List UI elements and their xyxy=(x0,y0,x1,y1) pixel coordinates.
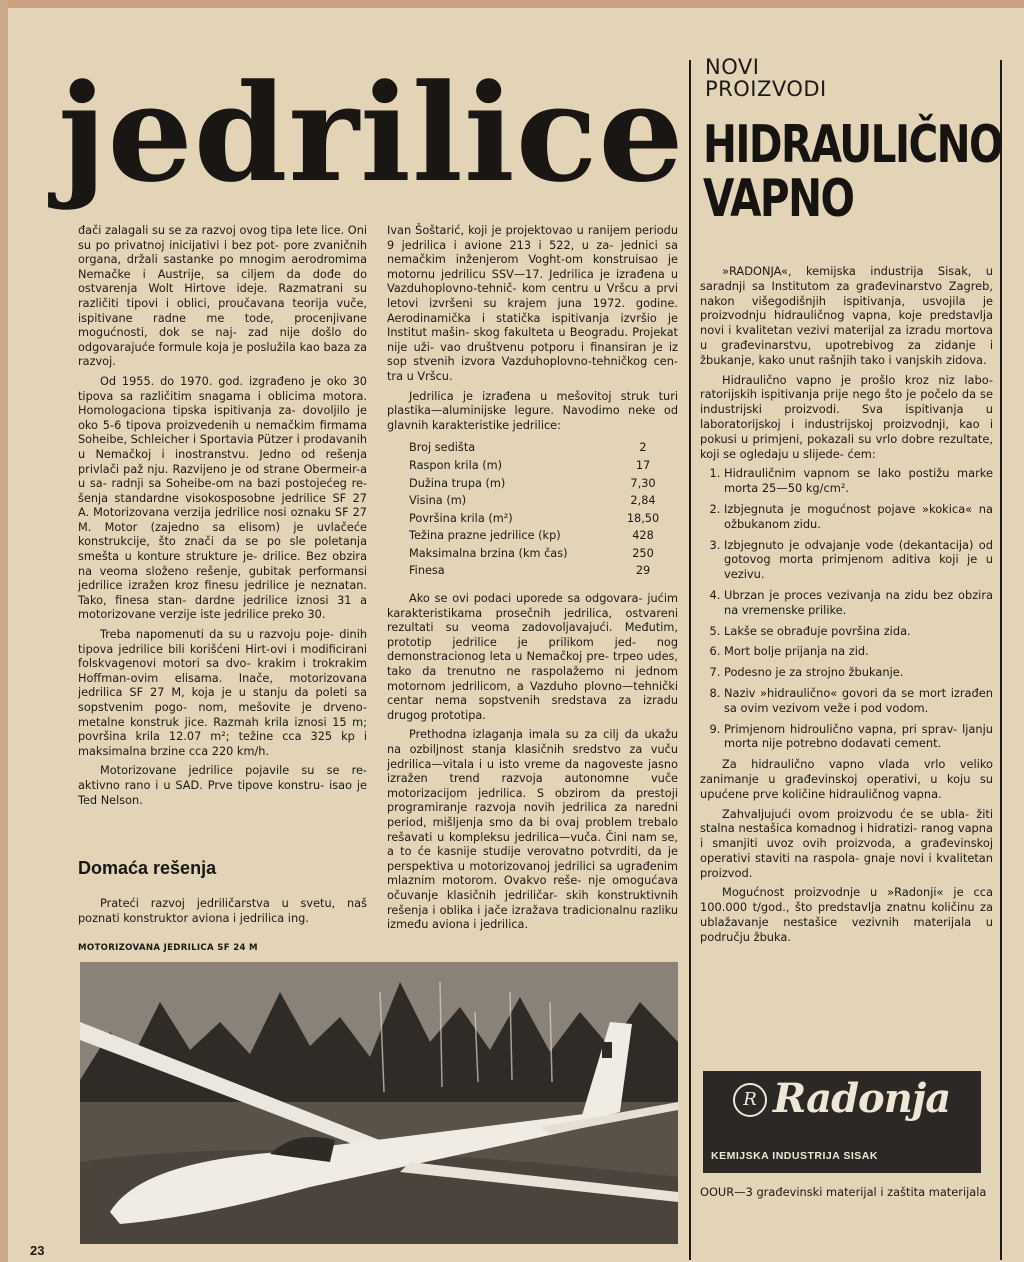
spec-row xyxy=(387,477,678,495)
list-item: 6. Mort bolje prijanja na zid. xyxy=(724,644,993,659)
paragraph: Ivan Šoštarić, koji je projektovao u ranijem periodu 9 jedrilica i avione 213 i 522, u za- jednici sa nemačkim inženjerom Voght-om konstruisao je motornu jedrilicu SSV—17. Jedrilica je izrađena u Vazduhoplovno-tehnič- kom centru u Vršcu a prvi letovi izvršeni su krajem juna 1972. godine. Aerodinamička i statička ispitivanja izvršio je Institut mašin- skog fakulteta u Beogradu. Projekat nije uži- vao društvenu potporu i finansiran je iz sop stvenih izvora Vazduhoplovno-tehničkog cen- tra u Vršcu. xyxy=(387,224,678,383)
column-divider xyxy=(689,60,691,1260)
list-item: 2. Izbjegnuta je mogućnost pojave »kokica« na ožbukanom zidu. xyxy=(724,502,993,532)
glider-photo xyxy=(80,962,678,1244)
spec-row xyxy=(387,512,678,530)
article-column-2 xyxy=(387,224,678,938)
paragraph: Hidraulično vapno je prošlo kroz niz labo- ratorijskih ispitivanja prije nego što je počelo da se industrijski proizvodi. Sva ispitivanja u laboratorijskoj i industrijskoj proizvodnji, kao i pokusi u primjeni, pokazali su vrlo dobre rezultate, koji se ogledaju u slijede- ćem: xyxy=(700,372,993,461)
paragraph: Motorizovane jedrilice pojavile su se re- aktivno rano i u SAD. Prve tipove konstru- isao je Ted Nelson. xyxy=(78,764,367,807)
list-item: 5. Lakše se obrađuje površina zida. xyxy=(724,624,993,639)
article-column-1 xyxy=(78,224,367,813)
page-number: 23 xyxy=(30,1243,45,1258)
paragraph: đači zalagali su se za razvoj ovog tipa lete lice. Oni su po privatnoj inicijativi i bez pot- pore zvaničnih organa, držali sastanke po mnogim aerodromima Nemačke i Austrije, sa ciljem da dođe do ostvarenja Wolt Hirtove ideje. Razmatrani su različiti tipovi i oblici, proučavana teorija vuče, ispitivane radne me tode, procenjivane mogućnosti, dok se naj- zad nije došlo do odgovarajuće formule koja je poslužila kao baza za razvoj. xyxy=(78,224,367,369)
paragraph: Prateći razvoj jedriličarstva u svetu, naš poznati konstruktor aviona i jedrilica ing. xyxy=(78,897,367,925)
section-subhead: Domaća rešenja xyxy=(78,858,217,878)
paragraph: Jedrilica je izrađena u mešovitoj struk turi plastika—aluminijske legure. Navodimo neke od glavnih karakteristike jedrilice: xyxy=(387,389,678,432)
spec-label: Visina (m) xyxy=(409,494,467,508)
list-item: 3. Izbjegnuto je odvajanje vode (dekantacija) od gotovog morta primjenom aditiva koji je u vezivu. xyxy=(724,538,993,582)
kicker-line: NOVI xyxy=(705,55,760,79)
logo-subtitle: KEMIJSKA INDUSTRIJA SISAK xyxy=(711,1150,878,1162)
spec-value: 17 xyxy=(635,458,651,472)
article-column-1-continued xyxy=(78,897,367,931)
spec-row xyxy=(387,441,678,459)
headline-line: HIDRAULIČNO xyxy=(703,115,1002,175)
article-headline: jedrilice xyxy=(58,54,685,212)
paragraph: Treba napomenuti da su u razvoju poje- dinih tipova jedrilice bili korišćeni Hirt-ovi i modificirani folskvagenovi motori sa dvo- krakim i trokrakim Hoffman-ovim elisama. Inače, motorizovana jedrilica SF 27 M, koja je u stanju da poleti sa sopstvenim pogo- nom, mešovite je drveno-metalne konstruk jice. Razmah krila iznosi 15 m; površina krila 12.07 m²; težine cca 325 kp i maksimalna brzine cca 220 km/h. xyxy=(78,628,367,758)
top-edge xyxy=(0,0,1024,8)
kicker-line: PROIZVODI xyxy=(705,77,827,101)
spec-row xyxy=(387,529,678,547)
spec-label: Broj sedišta xyxy=(409,441,476,455)
spec-row xyxy=(387,459,678,477)
spec-row xyxy=(387,564,678,582)
sidebar-kicker xyxy=(705,56,827,100)
paragraph: Prethodna izlaganja imala su za cilj da ukažu na ozbiljnost stanja klasičnih sredstvo za vuču jedrilica—vitala i u isto vreme da nagoveste jasno izražen trend razvoja autonomne vuče motorizacijom jedrilica. S obzirom da prestoji programiranje razvoja novih jedrilica za naredni period, mišljenja smo da bi ovaj problem trebalo rešavati u kompleksu jedrilica—vuča. Čini nam se, a to će kasnije studije verovatno potvrditi, da je perspektiva u motorizovanoj jedrilici sa ugrađenim mlaznim motorom. Ovakvo reše- nje omogućava očuvanje klasičnih jedriličar- skih konstruktivnih rešenja i oblika i jače izražava tradicionalnu razliku između aviona i jedrilica. xyxy=(387,728,678,932)
registered-mark-icon: R xyxy=(733,1083,767,1117)
sidebar-right-rule xyxy=(1000,60,1002,1260)
list-item: 1. Hidrauličnim vapnom se lako postižu marke morta 25—50 kg/cm². xyxy=(724,466,993,496)
spec-value: 18,50 xyxy=(626,511,660,525)
spec-label: Maksimalna brzina (km čas) xyxy=(409,546,568,560)
paragraph: Ako se ovi podaci uporede sa odgovara- jućim karakteristikama prosečnih jedrilica, ostvareni rezultati su veoma zadovoljavajući. Međutim, prototip jedrilice je prilikom jed- nog demonstracionog leta u Nemačkoj pre- trpeo udes, tako da trenutno ne raspolažemo ni jednom motornom jedrilicom, a Vazduho plovno—tehnički centar nema sopstvenih sredstava za izradu drugog prototipa. xyxy=(387,592,678,722)
spec-label: Raspon krila (m) xyxy=(409,458,503,472)
paragraph: Za hidraulično vapno vlada vrlo veliko zanimanje u građevinskoj operativi, u koju su upućene prve količine hidrauličnog vapna. xyxy=(700,757,993,801)
benefits-list xyxy=(700,466,993,751)
spec-value: 428 xyxy=(632,529,654,543)
sidebar-column xyxy=(700,264,993,950)
spec-label: Dužina trupa (m) xyxy=(409,476,506,490)
glider-specs-table xyxy=(387,441,678,582)
paragraph: »RADONJA«, kemijska industrija Sisak, u saradnji sa Institutom za građevinarstvo Zagreb, nakon višegodišnjih ispitivanja, usvojila je proizvodnju hidrauličnog vapna, koje predstavlja novi i kvalitetan vezivi materijal za izradu mortova u građevinarstvu, upotrebivog za zidanje i žbukanje, kako unut rašnjih tako i vanjskih zidova. xyxy=(700,264,993,367)
spec-row xyxy=(387,494,678,512)
logo-tagline: OOUR—3 građevinski materijal i zaštita materijala xyxy=(700,1185,987,1199)
list-item: 4. Ubrzan je proces vezivanja na zidu bez obzira na vremenske prilike. xyxy=(724,588,993,618)
spec-label: Površina krila (m²) xyxy=(409,511,513,525)
paragraph: Zahvaljujući ovom proizvodu će se ubla- žiti stalna nestašica komadnog i hidratizi- ranog vapna i smanjiti uvoz ovih proizvoda, a građevinskoj operativi staviti na raspola- gnaje novi i kvalitetan proizvod. xyxy=(700,806,993,880)
paragraph: Mogućnost proizvodnje u »Radonji« je cca 100.000 t/god., što predstavlja znatnu količinu za ublažavanje nestašice vezivnih materijala u području žbuka. xyxy=(700,885,993,944)
list-item: 8. Naziv »hidraulično« govori da se mort izrađen sa ovim vezivom veže i pod vodom. xyxy=(724,686,993,716)
spec-value: 250 xyxy=(632,546,654,560)
spec-label: Težina prazne jedrilice (kp) xyxy=(409,529,561,543)
radonja-logo xyxy=(703,1071,981,1173)
spec-value: 2,84 xyxy=(630,494,656,508)
photo-caption: MOTORIZOVANA JEDRILICA SF 24 M xyxy=(78,943,258,953)
list-item: 9. Primjenom hidroulično vapna, pri sprav- ljanju morta nije potrebno dodavati cement. xyxy=(724,722,993,752)
spec-row xyxy=(387,547,678,565)
list-item: 7. Podesno je za strojno žbukanje. xyxy=(724,665,993,680)
paragraph: Od 1955. do 1970. god. izgrađeno je oko 30 tipova sa različitim snagama i oblicima motora. Homologaciona tipska ispitivanja za- dovoljilo je oko 5-6 tipova proizvedenih u nemačkim firmama Soheibe, Schleicher i Sportavia Pützer i prodavanih u Nemačkoj i inostranstvu. Jedno od rešenja privlači paž nju. Razvijeno je od strane Obermeir-a u sa- radnji sa Soheibe-om na bazi postojećeg re- šenja standardne visokosposobne jedrilice SF 27 A. Motorizovana verzija jedrilice nosi oznaku SF 27 M. Motor (zajedno sa elisom) je uvlačeće konstrukcije, što znači da se po sle poletanja smešta u konture strukture je- drilice. Bez obzira na veoma složeno rešenje, gubitak performansi jedrilice izražen kroz finesu jedrilice je neznatan. Tako, finesa stan- dardne jedrilice iznosi 31 a motorizovane verzije iste jedrilice preko 30. xyxy=(78,374,367,622)
logo-wordmark: Radonja xyxy=(773,1075,951,1122)
spec-value: 2 xyxy=(639,441,647,455)
sidebar-headline xyxy=(703,115,1002,229)
spec-label: Finesa xyxy=(409,564,445,578)
binding-edge xyxy=(0,0,8,1262)
spec-value: 7,30 xyxy=(630,476,656,490)
headline-line: VAPNO xyxy=(703,169,854,229)
glider-photo-illustration xyxy=(80,962,678,1244)
spec-value: 29 xyxy=(635,564,651,578)
